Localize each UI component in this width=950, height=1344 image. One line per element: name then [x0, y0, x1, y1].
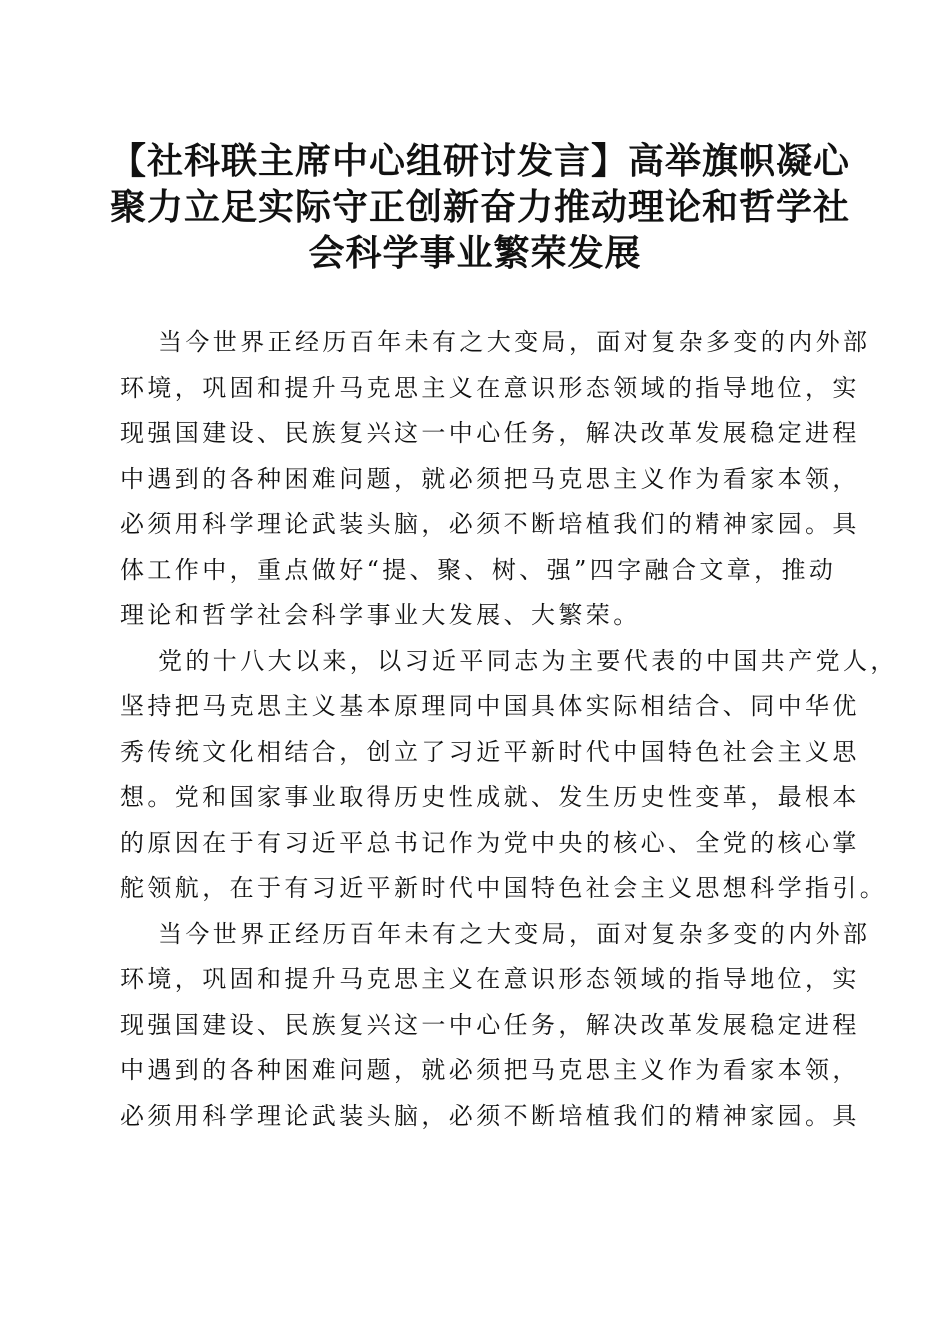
text-line: 必须用科学理论武装头脑，必须不断培植我们的精神家园。具 [120, 510, 860, 538]
text-line: 必须用科学理论武装头脑，必须不断培植我们的精神家园。具 [120, 1101, 860, 1130]
text-line: 环境，巩固和提升马克思主义在意识形态领域的指导地位，实 [120, 373, 860, 402]
text-line: 党的十八大以来，以习近平同志为主要代表的中国共产党人， [158, 646, 898, 675]
text-line: 体工作中，重点做好“提、聚、树、强”四字融合文章，推动 [120, 555, 837, 584]
document-title [110, 138, 851, 276]
text-line: 秀传统文化相结合，创立了习近平新时代中国特色社会主义思 [120, 737, 860, 766]
paragraph-1 [120, 320, 871, 639]
text-line: 中遇到的各种困难问题，就必须把马克思主义作为看家本领， [120, 1056, 860, 1084]
paragraph-2 [120, 639, 898, 912]
title-line: 【社科联主席中心组研讨发言】高举旗帜凝心 [110, 140, 851, 182]
paragraph-3 [120, 912, 871, 1140]
text-line: 坚持把马克思主义基本原理同中国具体实际相结合、同中华优 [120, 692, 860, 720]
text-line: 现强国建设、民族复兴这一中心任务，解决改革发展稳定进程 [120, 419, 860, 447]
text-line: 当今世界正经历百年未有之大变局，面对复杂多变的内外部 [158, 328, 871, 356]
text-line: 现强国建设、民族复兴这一中心任务，解决改革发展稳定进程 [120, 1010, 860, 1039]
text-line: 理论和哲学社会科学事业大发展、大繁荣。 [120, 601, 641, 629]
title-line: 会科学事业繁荣发展 [308, 232, 642, 274]
text-line: 舵领航，在于有习近平新时代中国特色社会主义思想科学指引。 [120, 874, 888, 902]
document-body [120, 320, 898, 1139]
text-line: 想。党和国家事业取得历史性成就、发生历史性变革，最根本 [120, 783, 860, 811]
text-line: 环境，巩固和提升马克思主义在意识形态领域的指导地位，实 [120, 965, 860, 993]
title-line: 聚力立足实际守正创新奋力推动理论和哲学社 [110, 186, 851, 228]
text-line: 的原因在于有习近平总书记作为党中央的核心、全党的核心掌 [120, 828, 860, 857]
text-line: 中遇到的各种困难问题，就必须把马克思主义作为看家本领， [120, 464, 860, 493]
text-line: 当今世界正经历百年未有之大变局，面对复杂多变的内外部 [158, 919, 871, 948]
